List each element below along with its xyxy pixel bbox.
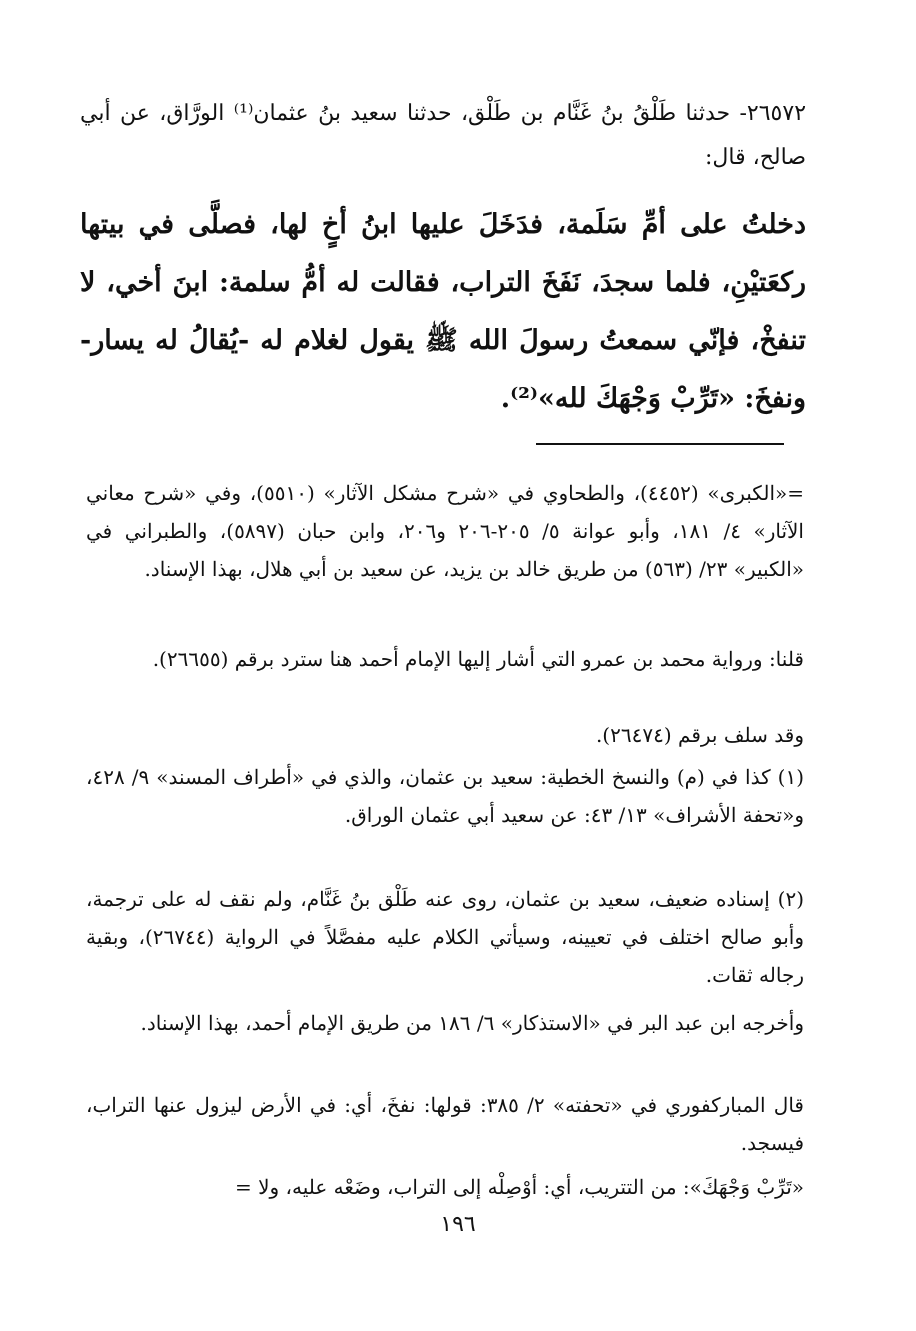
hadith-isnad: ٢٦٥٧٢- حدثنا طَلْقُ بنُ غَنَّام بن طَلْق، حدثنا سعيد بنُ عثمان⁽¹⁾ الورَّاق، عن أبي صالح، قال: (80, 101, 807, 170)
footnote-1: (١) كذا في (م) والنسخ الخطية: سعيد بن عثمان، والذي في «أطراف المسند» ٩/ ٤٢٨، و«تحفة الأشراف» ١٣/ ٤٣: عن سعيد أبي عثمان الوراق. (86, 765, 804, 827)
page-number: ١٩٦ (440, 1212, 476, 1237)
footnote-2: (٢) إسناده ضعيف، سعيد بن عثمان، روى عنه طَلْق بنُ غَنَّام، ولم نقف له على ترجمة، وأبو صالح اختلف في تعيينه، وسيأتي الكلام عليه مفصَّلاً في الرواية (٢٦٧٤٤)، وبقية رجاله ثقات. (86, 887, 804, 987)
footnote-separator (536, 443, 784, 445)
footnote-paragraph: وأخرجه ابن عبد البر في «الاستذكار» ٦/ ١٨٦ من طريق الإمام أحمد، بهذا الإسناد. (140, 1011, 804, 1035)
footnote-paragraph: قلنا: ورواية محمد بن عمرو التي أشار إليها الإمام أحمد هنا سترد برقم (٢٦٦٥٥). (152, 647, 804, 671)
footnote-paragraph: وقد سلف برقم (٢٦٤٧٤). (595, 723, 804, 747)
footnote-continued: =«الكبرى» (٤٤٥٢)، والطحاوي في «شرح مشكل الآثار» (٥٥١٠)، وفي «شرح معاني الآثار» ٤/ ١٨١، وأبو عوانة ٥/ ٢٠٥-٢٠٦ و٢٠٦، وابن حبان (٥٨٩٧)، والطبراني في «الكبير» ٢٣/ (٥٦٣) من طريق خالد بن يزيد، عن سعيد بن أبي هلال، بهذا الإسناد. (86, 481, 804, 581)
footnote-paragraph: قال المباركفوري في «تحفته» ٢/ ٣٨٥: قولها: نفخَ، أي: في الأرض ليزول عنها التراب، فيسجد. (86, 1093, 804, 1155)
hadith-text: دخلتُ على أمِّ سَلَمة، فدَخَلَ عليها ابنُ أخٍ لها، فصلَّى في بيتها ركعَتيْنِ، فلما سجدَ، نَفَخَ التراب، فقالت له أمُّ سلمة: ابنَ أخي، لا تنفخْ، فإنّي سمعتُ رسولَ الله ﷺ يقول لغلام له -يُقالُ له يسار- ونفخَ: «تَرِّبْ وَجْهَكَ لله»⁽²⁾. (80, 209, 806, 414)
footnote-paragraph: «تَرِّبْ وَجْهَكَ»: من التتريب، أي: أوْصِلْه إلى التراب، وضَعْه عليه، ولا = (235, 1175, 804, 1199)
